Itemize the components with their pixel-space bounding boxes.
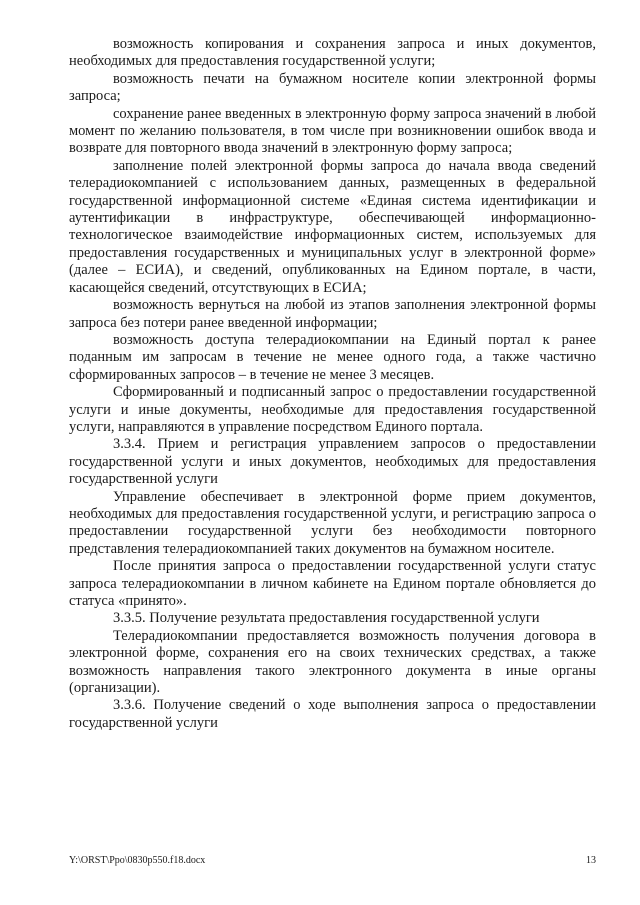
section-heading-3-3-4: 3.3.4. Прием и регистрация управлением запросов о предоставлении государственной услуги и иных документов, необходимых для предоставления государственной услуги xyxy=(69,436,596,488)
footer-page-number: 13 xyxy=(586,855,596,866)
paragraph-status-accepted: После принятия запроса о предоставлении государственной услуги статус запроса телерадиокомпании в личном кабинете на Едином портале обновляется до статуса «принято». xyxy=(69,558,596,609)
paragraph-access-requests: возможность доступа телерадиокомпании на Единый портал к ранее поданным им запросам в течение не менее одного года, а также частично сформированных запросов – в течение не менее 3 месяцев. xyxy=(69,331,596,383)
paragraph-save-values: сохранение ранее введенных в электронную форму запроса значений в любой момент по желанию пользователя, в том числе при возникновении ошибок ввода и возврате для повторного ввода значений в электронную форму запроса; xyxy=(69,105,596,157)
section-heading-3-3-6: 3.3.6. Получение сведений о ходе выполнения запроса о предоставлении государственной услуги xyxy=(69,697,596,731)
paragraph-return-step: возможность вернуться на любой из этапов заполнения электронной формы запроса без потери ранее введенной информации; xyxy=(69,297,596,331)
paragraph-print: возможность печати на бумажном носителе копии электронной формы запроса; xyxy=(69,70,596,105)
section-heading-3-3-5: 3.3.5. Получение результата предоставления государственной услуги xyxy=(113,610,540,627)
document-body xyxy=(69,36,596,732)
paragraph-signed-request: Сформированный и подписанный запрос о предоставлении государственной услуги и иные документы, необходимые для предоставления государственной услуги, направляются в управление посредством Единого портала. xyxy=(69,384,596,435)
paragraph-electronic-intake: Управление обеспечивает в электронной форме прием документов, необходимых для предоставления государственной услуги, и регистрацию запроса о предоставлении государственной услуги без необходимости повторного представления телерадиокомпанией таких документов на бумажном носителе. xyxy=(69,488,596,557)
paragraph-esia-fill: заполнение полей электронной формы запроса до начала ввода сведений телерадиокомпанией с использованием данных, размещенных в федеральной государственной информационной системе «Единая система идентификации и аутентификации в инфраструктуре, обеспечивающей информационно-технологическое взаимодействие информационных систем, используемых для предоставления государственных и муниципальных услуг в электронной форме» (далее – ЕСИА), и сведений, опубликованных на Едином портале, в части, касающейся сведений, отсутствующих в ЕСИА; xyxy=(69,157,596,296)
paragraph-copy-save: возможность копирования и сохранения запроса и иных документов, необходимых для предоставления государственной услуги; xyxy=(69,36,596,70)
paragraph-receive-contract: Телерадиокомпании предоставляется возможность получения договора в электронной форме, сохранения его на своих технических средствах, а также возможность направления такого электронного документа в иные органы (организации). xyxy=(69,627,596,697)
footer-file-path: Y:\ORST\Ppo\0830p550.f18.docx xyxy=(69,855,206,866)
